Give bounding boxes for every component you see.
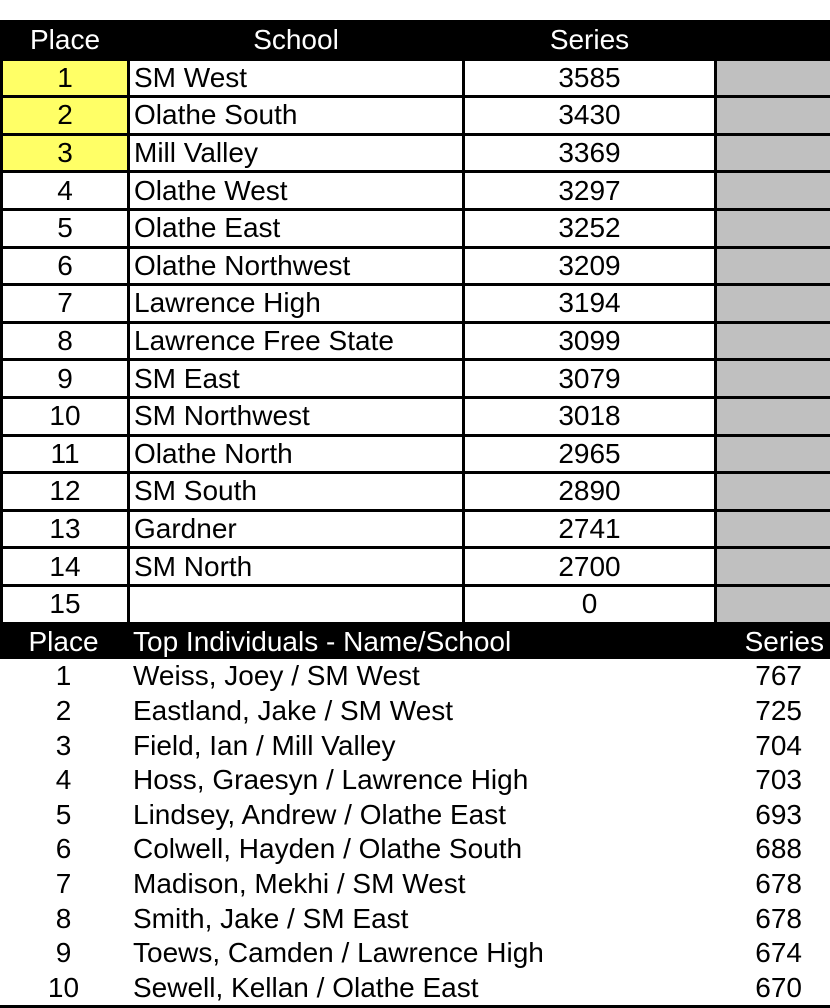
individual-row bbox=[0, 797, 830, 832]
individual-place-cell: 8 bbox=[0, 901, 127, 936]
team-school-cell: Olathe South bbox=[129, 97, 464, 135]
team-row bbox=[2, 209, 830, 247]
team-school-cell: SM South bbox=[129, 473, 464, 511]
team-header-place: Place bbox=[2, 22, 129, 60]
individual-name-school-cell: Sewell, Kellan / Olathe East bbox=[127, 970, 714, 1006]
team-school-cell: SM West bbox=[129, 59, 464, 97]
team-series-cell: 3209 bbox=[464, 247, 716, 285]
team-school-cell: Lawrence High bbox=[129, 285, 464, 323]
individual-place-cell: 10 bbox=[0, 970, 127, 1006]
individual-name-school-cell: Colwell, Hayden / Olathe South bbox=[127, 832, 714, 867]
individual-row bbox=[0, 659, 830, 694]
team-filler-cell bbox=[716, 97, 830, 135]
team-place-cell: 15 bbox=[2, 585, 129, 623]
team-series-cell: 3018 bbox=[464, 397, 716, 435]
team-place-cell: 12 bbox=[2, 473, 129, 511]
individual-row bbox=[0, 694, 830, 729]
team-school-cell: SM North bbox=[129, 548, 464, 586]
team-place-cell: 1 bbox=[2, 59, 129, 97]
individual-place-cell: 1 bbox=[0, 659, 127, 694]
team-filler-cell bbox=[716, 172, 830, 210]
individual-series-cell: 725 bbox=[714, 694, 830, 729]
individual-name-school-cell: Hoss, Graesyn / Lawrence High bbox=[127, 763, 714, 798]
individual-header-row bbox=[0, 625, 830, 660]
team-school-cell: Olathe North bbox=[129, 435, 464, 473]
team-school-cell: SM East bbox=[129, 360, 464, 398]
team-place-cell: 10 bbox=[2, 397, 129, 435]
individual-series-cell: 767 bbox=[714, 659, 830, 694]
team-row bbox=[2, 172, 830, 210]
team-filler-cell bbox=[716, 510, 830, 548]
individual-place-cell: 6 bbox=[0, 832, 127, 867]
individual-row bbox=[0, 936, 830, 971]
team-series-cell: 2890 bbox=[464, 473, 716, 511]
individual-place-cell: 9 bbox=[0, 936, 127, 971]
team-place-cell: 13 bbox=[2, 510, 129, 548]
team-school-cell: Gardner bbox=[129, 510, 464, 548]
team-school-cell: Olathe Northwest bbox=[129, 247, 464, 285]
team-header-series: Series bbox=[464, 22, 716, 60]
team-series-cell: 3079 bbox=[464, 360, 716, 398]
team-row bbox=[2, 435, 830, 473]
team-filler-cell bbox=[716, 397, 830, 435]
team-place-cell: 14 bbox=[2, 548, 129, 586]
individual-place-cell: 7 bbox=[0, 867, 127, 902]
team-row bbox=[2, 397, 830, 435]
individual-place-cell: 4 bbox=[0, 763, 127, 798]
team-series-cell: 2965 bbox=[464, 435, 716, 473]
team-school-cell: Lawrence Free State bbox=[129, 322, 464, 360]
individual-series-cell: 704 bbox=[714, 728, 830, 763]
individual-row bbox=[0, 832, 830, 867]
team-place-cell: 2 bbox=[2, 97, 129, 135]
individual-name-school-cell: Madison, Mekhi / SM West bbox=[127, 867, 714, 902]
team-row bbox=[2, 360, 830, 398]
individual-series-cell: 688 bbox=[714, 832, 830, 867]
team-filler-cell bbox=[716, 209, 830, 247]
team-series-cell: 2741 bbox=[464, 510, 716, 548]
individual-series-cell: 674 bbox=[714, 936, 830, 971]
team-series-cell: 3252 bbox=[464, 209, 716, 247]
team-row bbox=[2, 473, 830, 511]
team-standings-table bbox=[0, 20, 830, 625]
individual-name-school-cell: Smith, Jake / SM East bbox=[127, 901, 714, 936]
individual-header-name-school: Top Individuals - Name/School bbox=[127, 625, 714, 660]
team-filler-cell bbox=[716, 322, 830, 360]
team-school-cell: Mill Valley bbox=[129, 134, 464, 172]
team-place-cell: 5 bbox=[2, 209, 129, 247]
team-filler-cell bbox=[716, 134, 830, 172]
team-series-cell: 3194 bbox=[464, 285, 716, 323]
team-school-cell: Olathe West bbox=[129, 172, 464, 210]
team-header-blank bbox=[716, 22, 830, 60]
individual-series-cell: 678 bbox=[714, 867, 830, 902]
team-row bbox=[2, 285, 830, 323]
individual-name-school-cell: Eastland, Jake / SM West bbox=[127, 694, 714, 729]
team-school-cell: Olathe East bbox=[129, 209, 464, 247]
individual-series-cell: 670 bbox=[714, 970, 830, 1006]
team-series-cell: 3297 bbox=[464, 172, 716, 210]
team-place-cell: 8 bbox=[2, 322, 129, 360]
team-school-cell: SM Northwest bbox=[129, 397, 464, 435]
individual-place-cell: 2 bbox=[0, 694, 127, 729]
individual-header-series: Series bbox=[714, 625, 830, 660]
individual-series-cell: 703 bbox=[714, 763, 830, 798]
team-series-cell: 3430 bbox=[464, 97, 716, 135]
team-filler-cell bbox=[716, 59, 830, 97]
individual-row bbox=[0, 728, 830, 763]
team-series-cell: 3099 bbox=[464, 322, 716, 360]
team-row bbox=[2, 134, 830, 172]
individual-header-place: Place bbox=[0, 625, 127, 660]
individual-name-school-cell: Field, Ian / Mill Valley bbox=[127, 728, 714, 763]
team-series-cell: 3369 bbox=[464, 134, 716, 172]
team-series-cell: 2700 bbox=[464, 548, 716, 586]
individual-row bbox=[0, 901, 830, 936]
team-header-school: School bbox=[129, 22, 464, 60]
team-place-cell: 3 bbox=[2, 134, 129, 172]
team-row bbox=[2, 247, 830, 285]
team-series-cell: 0 bbox=[464, 585, 716, 623]
individual-name-school-cell: Toews, Camden / Lawrence High bbox=[127, 936, 714, 971]
standings-sheet bbox=[0, 20, 830, 1008]
individual-name-school-cell: Weiss, Joey / SM West bbox=[127, 659, 714, 694]
team-filler-cell bbox=[716, 585, 830, 623]
team-place-cell: 11 bbox=[2, 435, 129, 473]
team-row bbox=[2, 548, 830, 586]
individual-row bbox=[0, 763, 830, 798]
team-school-cell bbox=[129, 585, 464, 623]
individual-series-cell: 678 bbox=[714, 901, 830, 936]
team-filler-cell bbox=[716, 435, 830, 473]
individual-standings-table bbox=[0, 625, 830, 1008]
team-filler-cell bbox=[716, 285, 830, 323]
team-filler-cell bbox=[716, 360, 830, 398]
team-filler-cell bbox=[716, 473, 830, 511]
team-place-cell: 7 bbox=[2, 285, 129, 323]
team-place-cell: 6 bbox=[2, 247, 129, 285]
individual-place-cell: 3 bbox=[0, 728, 127, 763]
individual-series-cell: 693 bbox=[714, 797, 830, 832]
team-filler-cell bbox=[716, 548, 830, 586]
team-row bbox=[2, 322, 830, 360]
team-series-cell: 3585 bbox=[464, 59, 716, 97]
individual-row bbox=[0, 970, 830, 1006]
team-place-cell: 4 bbox=[2, 172, 129, 210]
individual-name-school-cell: Lindsey, Andrew / Olathe East bbox=[127, 797, 714, 832]
team-row bbox=[2, 510, 830, 548]
team-row bbox=[2, 585, 830, 623]
team-row bbox=[2, 97, 830, 135]
individual-row bbox=[0, 867, 830, 902]
team-header-row bbox=[2, 22, 830, 60]
team-place-cell: 9 bbox=[2, 360, 129, 398]
individual-place-cell: 5 bbox=[0, 797, 127, 832]
team-filler-cell bbox=[716, 247, 830, 285]
team-row bbox=[2, 59, 830, 97]
